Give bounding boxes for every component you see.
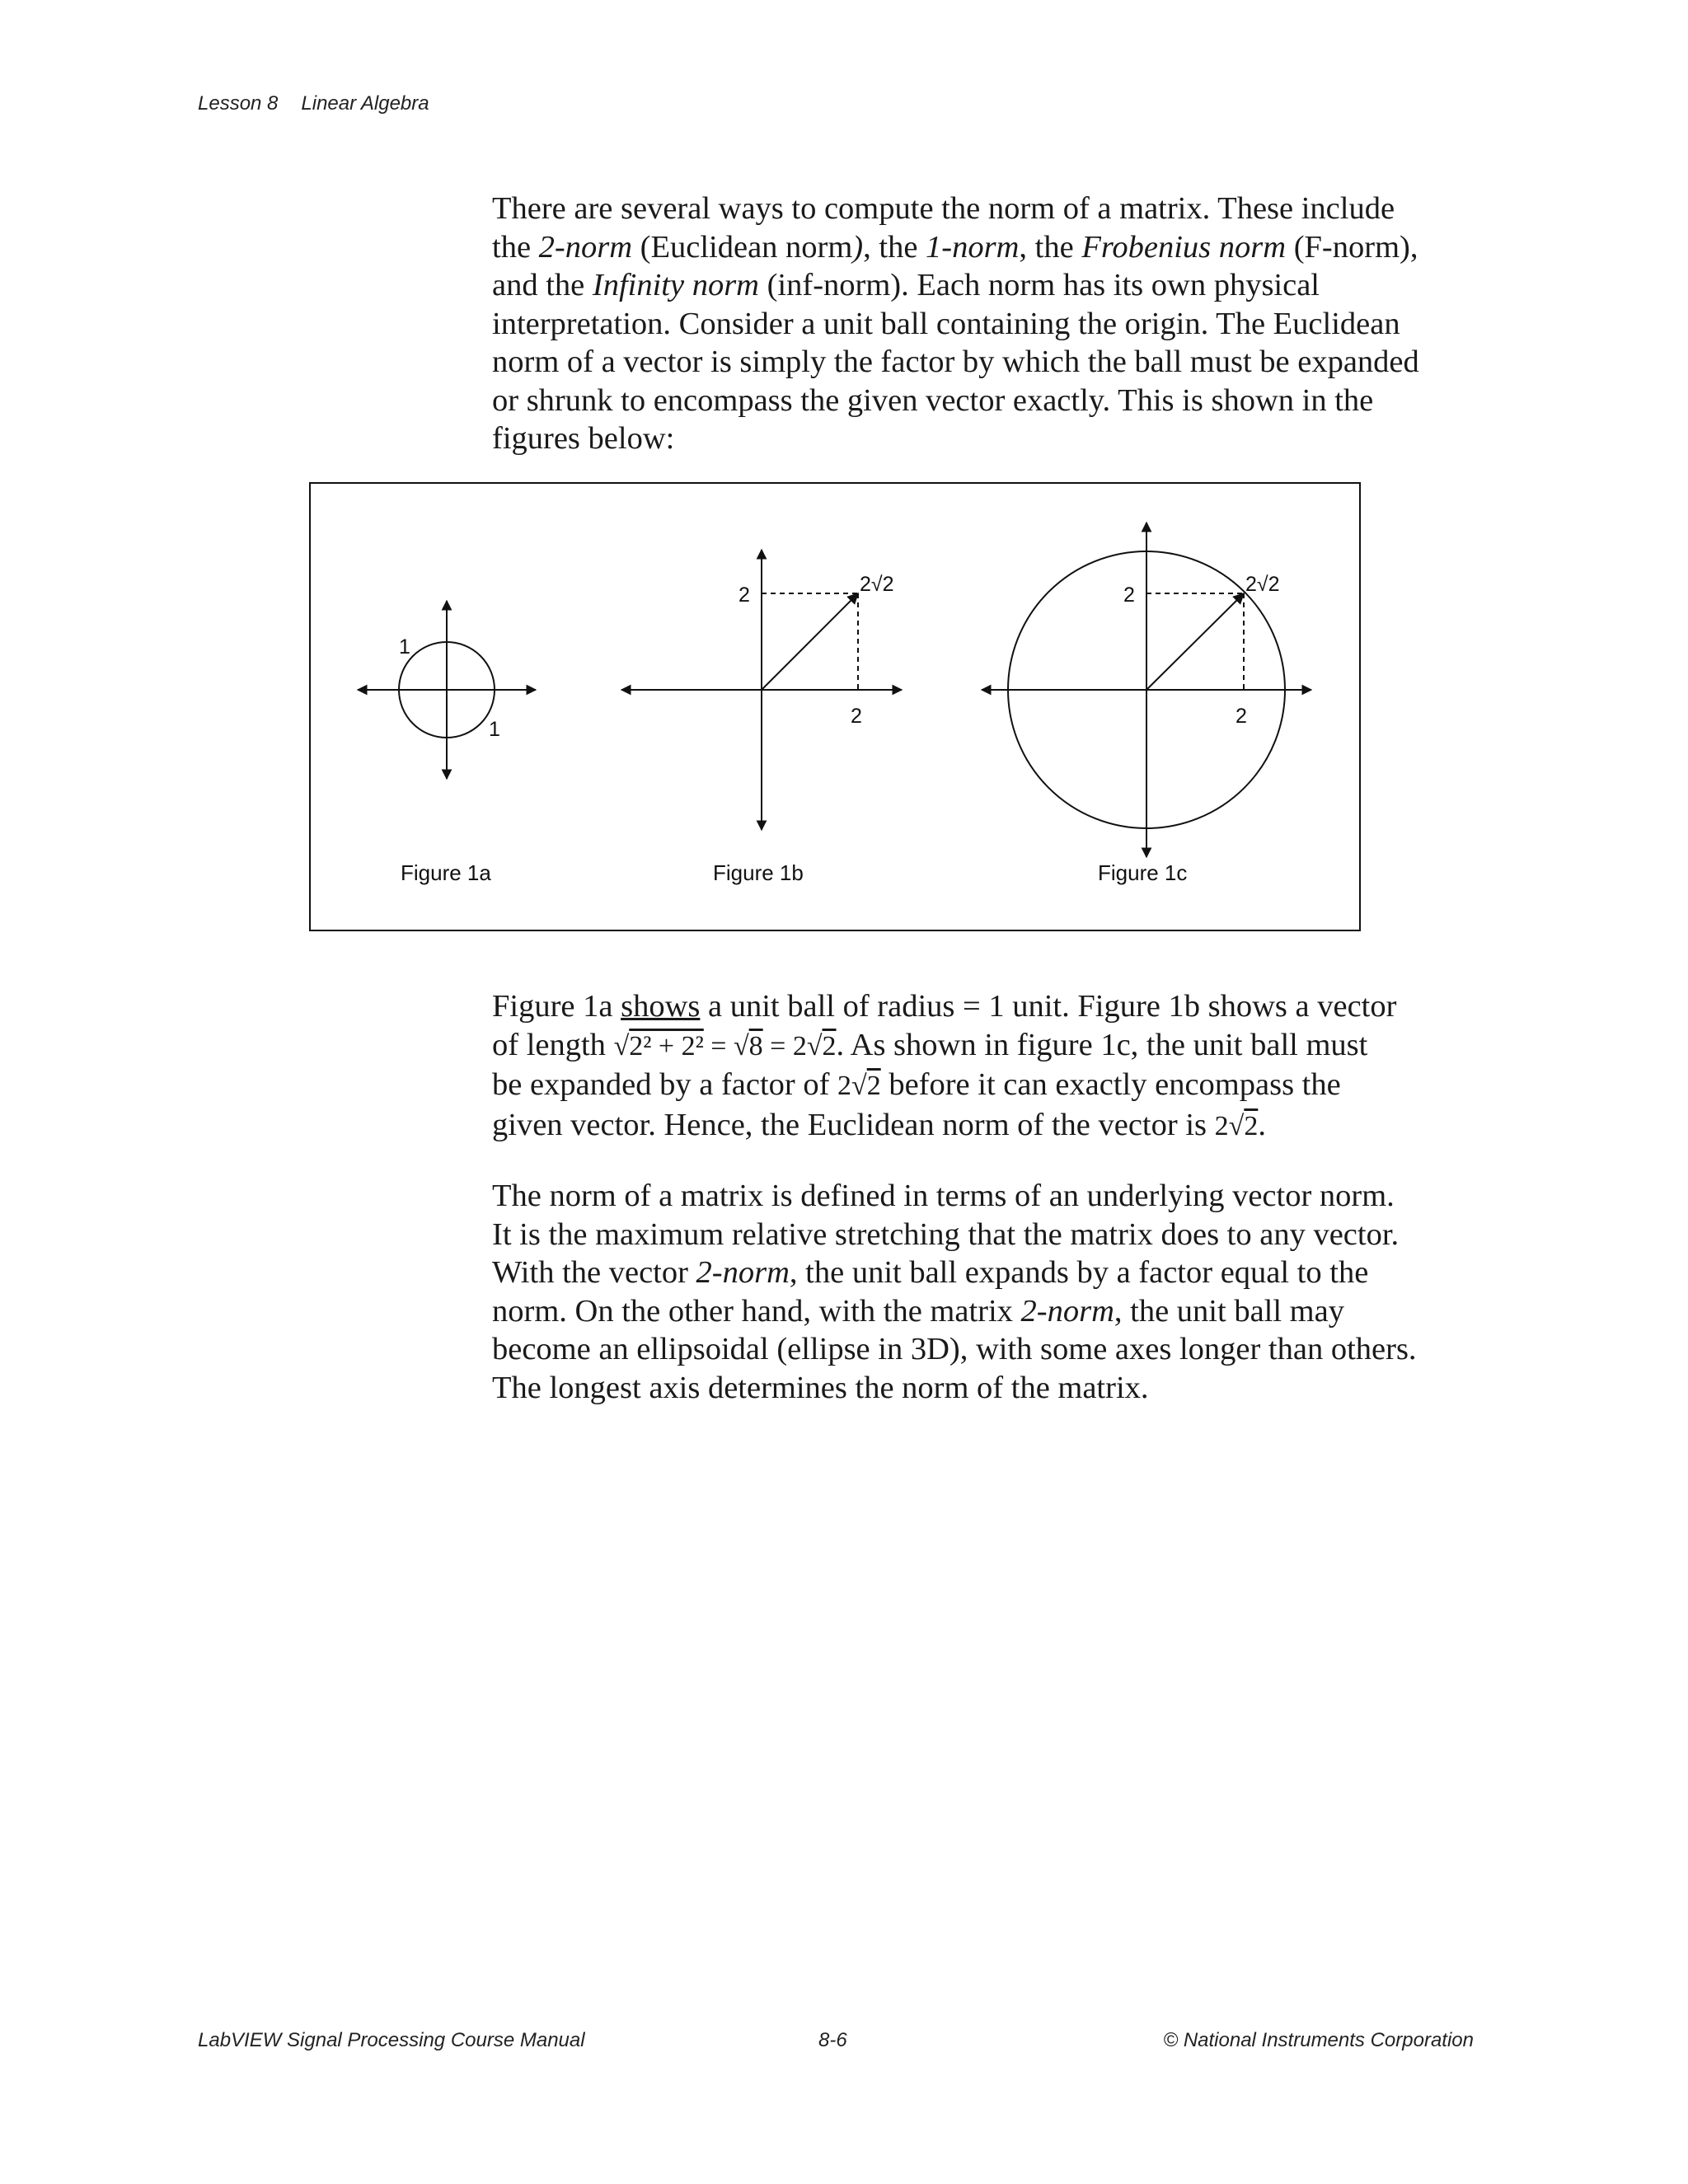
figure-1c [982,523,1311,885]
text-line: become an ellipsoidal (ellipse in 3D), with some axes longer than others. [492,1332,1417,1366]
text-line: It is the maximum relative stretching that the matrix does to any vector. [492,1216,1400,1252]
text-line: be expanded by a factor of 2√2 before it can exactly encompass the [492,1067,1341,1102]
fig1a-top-label: 1 [399,635,410,658]
figure-1b [621,550,902,885]
text-line: given vector. Hence, the Euclidean norm of the vector is 2√2. [492,1107,1266,1142]
vector-arrow [1146,593,1244,690]
footer-manual-title: LabVIEW Signal Processing Course Manual [198,2029,585,2051]
paragraph-figure-explanation [492,987,1481,1146]
text-line: There are several ways to compute the norm of a matrix. These include [492,191,1395,226]
text-line: figures below: [492,421,675,456]
chapter-title: Linear Algebra [301,92,429,115]
text-line: interpretation. Consider a unit ball containing the origin. The Euclidean [492,306,1400,341]
text-line: Figure 1a shows a unit ball of radius = 1 unit. Figure 1b shows a vector [492,989,1397,1024]
lesson-number: Lesson 8 [198,92,279,115]
text-line: or shrunk to encompass the given vector exactly. This is shown in the [492,382,1374,418]
text-line: and the Infinity norm (inf-norm). Each norm has its own physical [492,268,1320,302]
math-expression: 2√2 [837,1071,881,1101]
figure-1a-caption: Figure 1a [401,860,491,885]
text-line: of length √2² + 2² = √8 = 2√2. As shown in figure 1c, the unit ball must [492,1027,1368,1062]
fig1b-y-label: 2 [738,583,750,607]
fig1a-right-label: 1 [489,718,500,741]
fig1c-x-label: 2 [1236,705,1247,728]
text-line: The norm of a matrix is defined in terms of an underlying vector norm. [492,1179,1395,1213]
norm-figures-svg [311,484,1362,933]
vector-arrow [762,593,858,690]
footer-copyright: © National Instruments Corporation [1163,2029,1474,2051]
text-line: the 2-norm (Euclidean norm), the 1-norm, the Frobenius norm (F-norm), [492,229,1418,265]
fig1c-y-label: 2 [1123,583,1135,607]
paragraph-norm-intro [492,190,1481,458]
text-line: norm. On the other hand, with the matrix 2-norm, the unit ball may [492,1293,1344,1329]
text-line: With the vector 2-norm, the unit ball expands by a factor equal to the [492,1255,1369,1290]
fig1b-vector-label: 2√2 [860,573,894,596]
running-header [198,92,429,115]
figure-panel [309,482,1361,931]
fig1c-vector-label: 2√2 [1245,573,1280,596]
footer-page-number: 8-6 [818,2029,847,2051]
text-line: norm of a vector is simply the factor by which the ball must be expanded [492,344,1419,379]
text-line: The longest axis determines the norm of the matrix. [492,1370,1149,1405]
fig1b-x-label: 2 [851,705,862,728]
figure-1a [358,601,536,885]
math-expression: √2² + 2² = √8 = 2√2 [613,1030,837,1062]
paragraph-matrix-norm [492,1177,1481,1407]
figure-1c-caption: Figure 1c [1098,860,1188,885]
figure-1b-caption: Figure 1b [713,860,804,885]
math-expression: 2√2 [1214,1110,1259,1141]
